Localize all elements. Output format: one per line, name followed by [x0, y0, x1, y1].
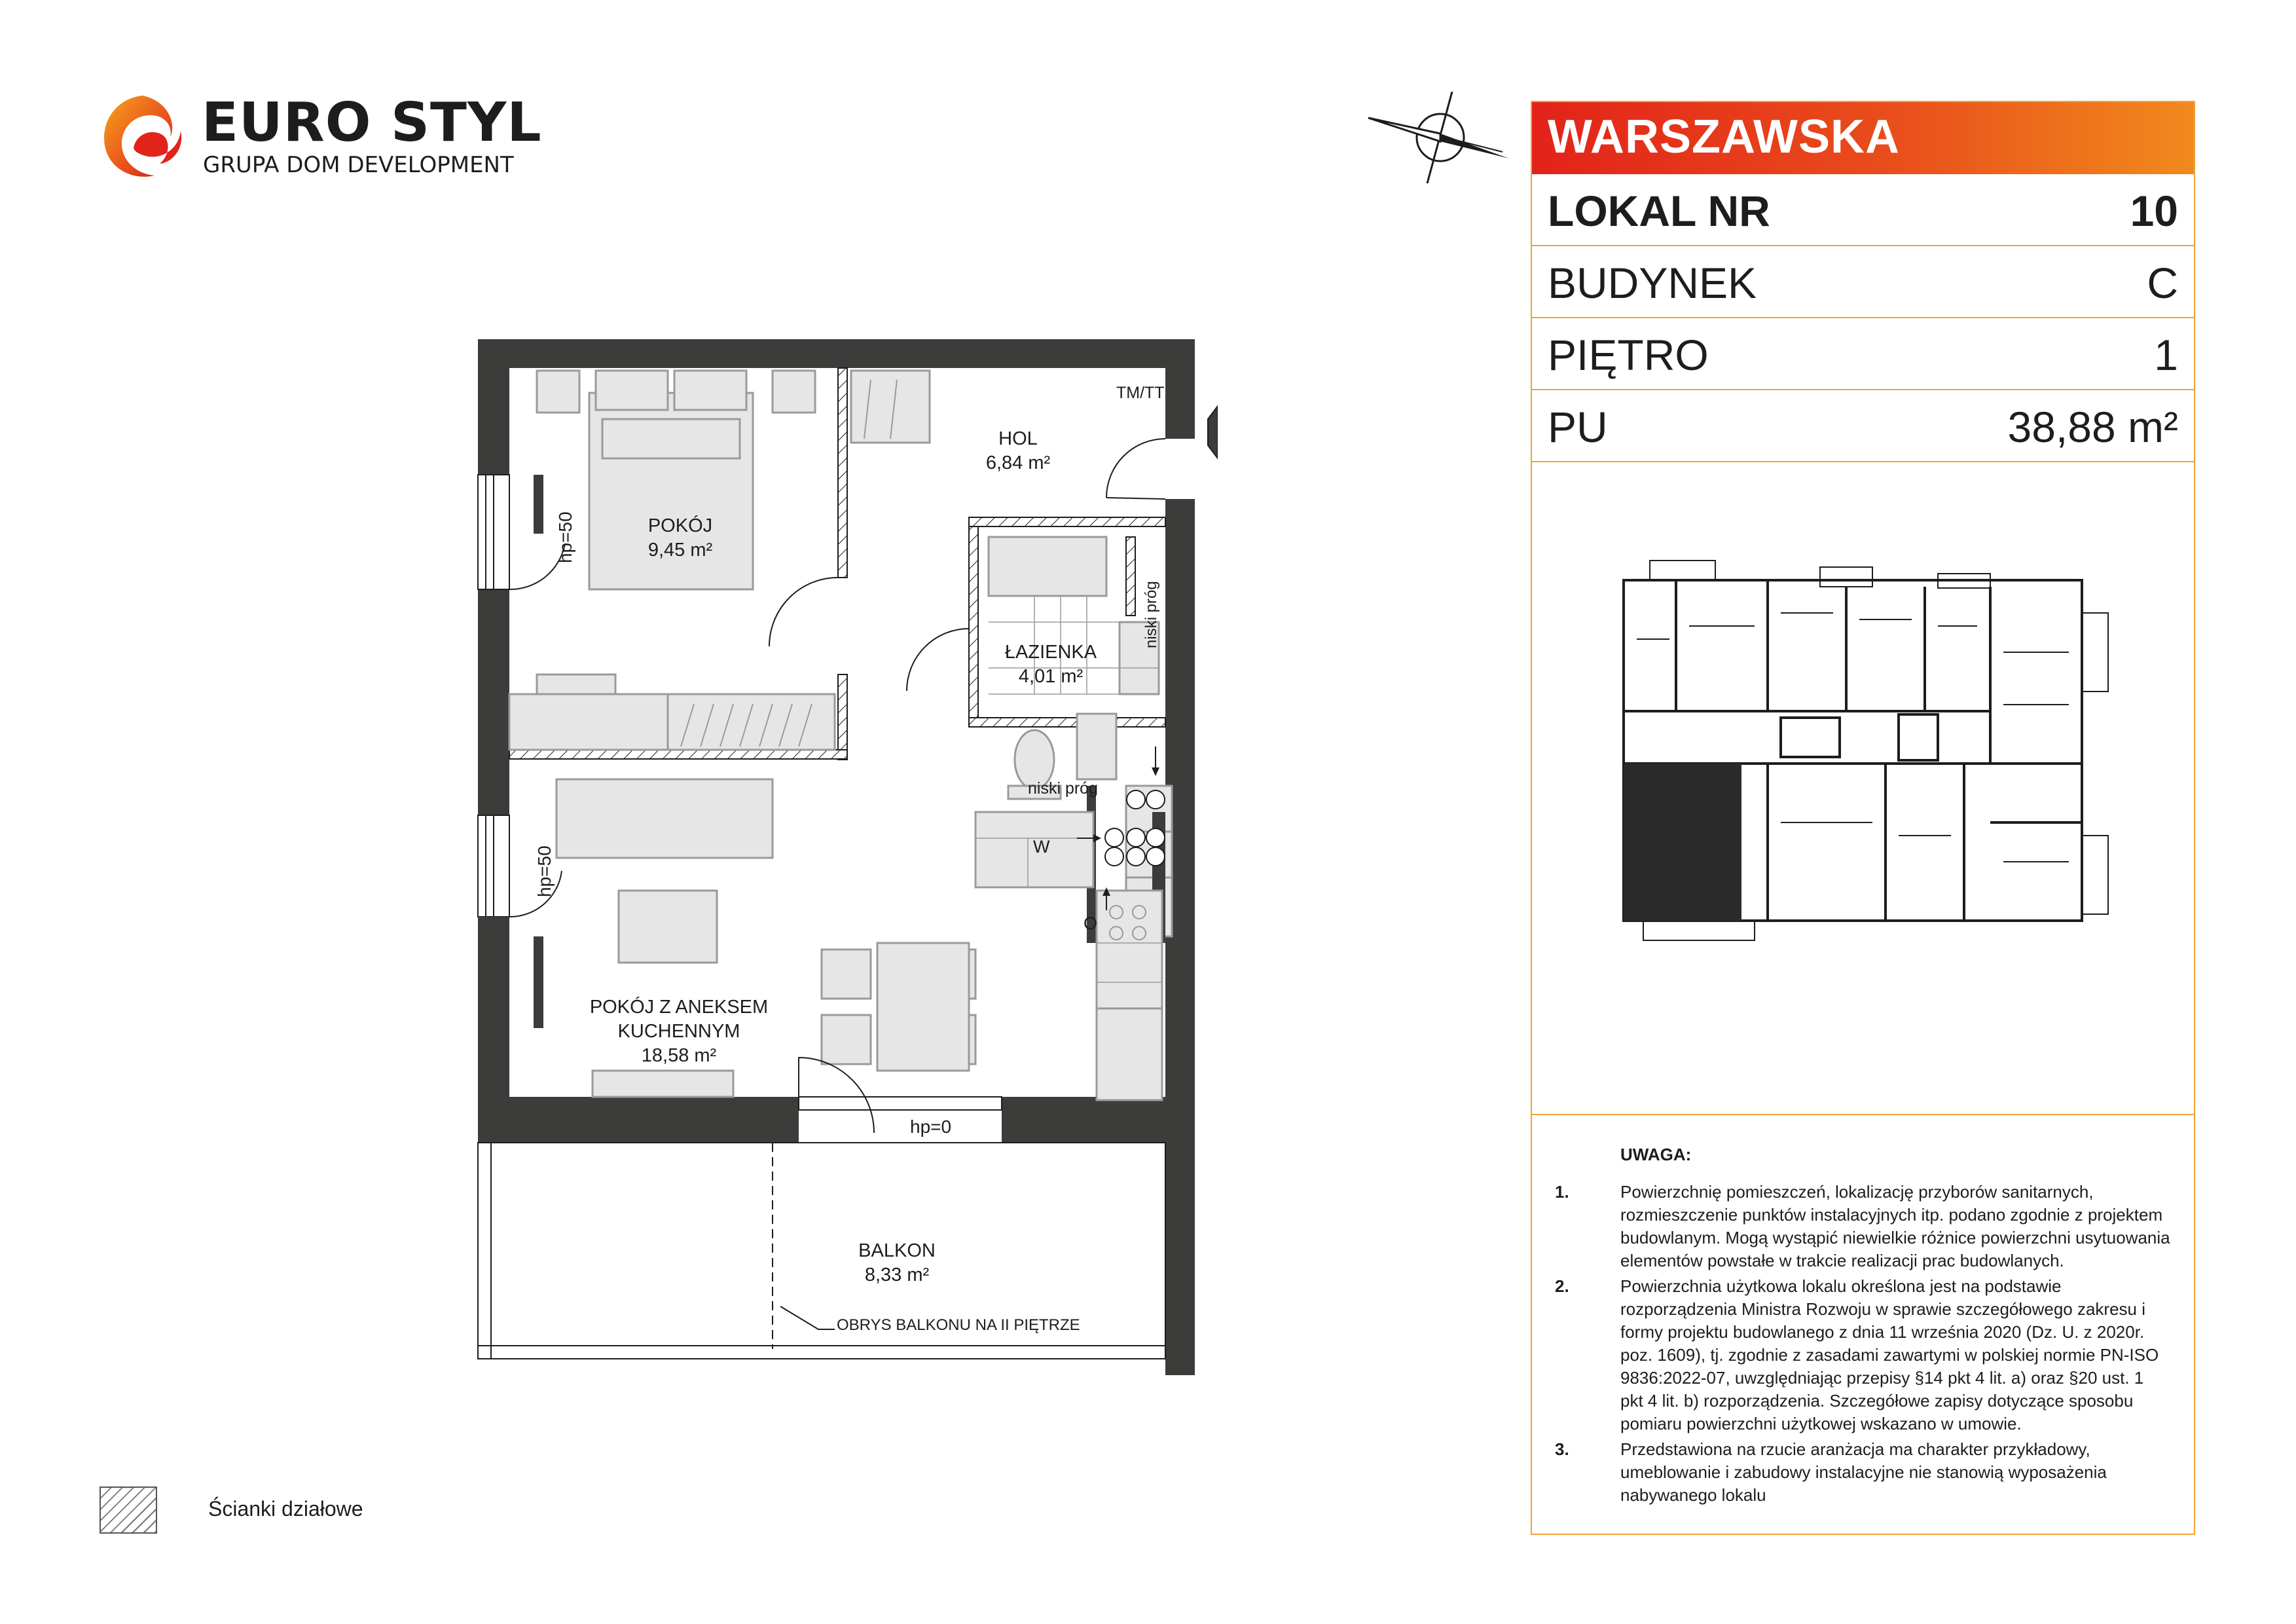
room-pokoj-area: 9,45 m²: [647, 540, 713, 561]
label-niski-prog-vertical: niski próg: [1142, 581, 1160, 648]
legend-hatch-swatch: [100, 1486, 157, 1534]
room-hol: [986, 427, 1050, 475]
notes-divider: [1532, 1114, 2194, 1115]
highlighted-unit: [1624, 764, 1741, 921]
row-area: [1532, 390, 2194, 462]
room-lazienka-area: 4,01 m²: [1018, 666, 1084, 687]
floor-key-plan: [1571, 547, 2147, 953]
note-item: [1555, 1438, 2170, 1507]
unit-number-label: LOKAL NR: [1548, 187, 1770, 235]
floor-value: 1: [2154, 331, 2178, 379]
note-text: Powierzchnia użytkowa lokalu określona jest na podstawie rozporządzenia Ministra Rozwoju w sprawie szczegółowego zakresu i formy projektu budowlanego z dnia 11 września 2020 (Dz. U. z 2020r. poz. 1609), tj. zgodnie z zasadami zawartymi w polskiej normie PN-ISO 9836:2022-07, uwzględniając przepisy §14 pkt 4 lit. a) oraz §20 ust. 1 pkt 4 lit. b) rozporządzenia. Szczegółowe zapisy dotyczące sposobu pomiaru powierzchni użytkowej wskazano w umowie.: [1620, 1276, 2159, 1433]
unit-info-panel: [1531, 101, 2195, 1535]
note-number: 2.: [1555, 1276, 1569, 1296]
building-value: C: [2147, 259, 2178, 307]
room-salon-area: 18,58 m²: [641, 1045, 717, 1066]
room-hol-area: 6,84 m²: [985, 452, 1051, 473]
brand-logo: [97, 92, 542, 183]
note-number: 1.: [1555, 1182, 1569, 1202]
label-hp50-bedroom: hp=50: [555, 511, 575, 563]
label-o: O: [1084, 913, 1098, 933]
label-niski-prog: niski próg: [1028, 779, 1098, 798]
row-floor: [1532, 318, 2194, 390]
note-item: [1555, 1181, 2170, 1272]
label-w: W: [1033, 837, 1050, 857]
room-salon: [590, 995, 768, 1068]
area-value: 38,88 m²: [2007, 403, 2178, 451]
row-unit-number: [1532, 174, 2194, 246]
brand-name: EURO STYL: [202, 92, 542, 154]
room-hol-name: HOL: [998, 428, 1038, 449]
room-pokoj: [648, 514, 712, 563]
investment-header: [1532, 102, 2194, 174]
room-pokoj-name: POKÓJ: [647, 515, 713, 536]
label-balcony-outline: OBRYS BALKONU NA II PIĘTRZE: [837, 1316, 1080, 1334]
area-label: PU: [1548, 403, 1608, 451]
north-arrow-icon: [1362, 92, 1512, 183]
room-balkon: [858, 1239, 936, 1287]
unit-number-value: 10: [2130, 187, 2178, 235]
label-hp0: hp=0: [910, 1116, 952, 1137]
row-building: [1532, 246, 2194, 318]
legend-label: Ścianki działowe: [208, 1497, 363, 1521]
notes-title: UWAGA:: [1620, 1145, 1692, 1164]
room-balkon-name: BALKON: [858, 1240, 936, 1261]
note-text: Powierzchnię pomieszczeń, lokalizację przyborów sanitarnych, rozmieszczenie punktów instalacyjnych itp. podano zgodnie z projektem budowlanym. Mogą wystąpić niewielkie różnice powierzchni usytuowania elementów powstałe w trakcie realizacji prac budowlanych.: [1620, 1182, 2170, 1270]
brand-subtitle: GRUPA DOM DEVELOPMENT: [203, 152, 514, 178]
floor-plan: [471, 327, 1218, 1375]
room-balkon-area: 8,33 m²: [864, 1264, 930, 1285]
room-lazienka-name: ŁAZIENKA: [1004, 642, 1097, 663]
flame-logo-icon: [97, 92, 189, 183]
floor-plan-drawing: [471, 327, 1218, 1375]
notes-section: [1555, 1143, 2170, 1509]
note-item: [1555, 1275, 2170, 1435]
investment-name: WARSZAWSKA: [1548, 111, 1900, 163]
label-hp50-living: hp=50: [534, 845, 555, 897]
room-salon-name-1: POKÓJ Z ANEKSEM: [589, 997, 769, 1018]
note-number: 3.: [1555, 1439, 1569, 1459]
label-tm-tt: TM/TT: [1116, 384, 1165, 402]
building-label: BUDYNEK: [1548, 259, 1757, 307]
room-salon-name-2: KUCHENNYM: [617, 1021, 740, 1042]
floor-label: PIĘTRO: [1548, 331, 1709, 379]
note-text: Przedstawiona na rzucie aranżacja ma charakter przykładowy, umeblowanie i zabudowy instalacyjne nie stanowią wyposażenia nabywanego lokalu: [1620, 1439, 2107, 1505]
room-lazienka: [1005, 640, 1097, 689]
